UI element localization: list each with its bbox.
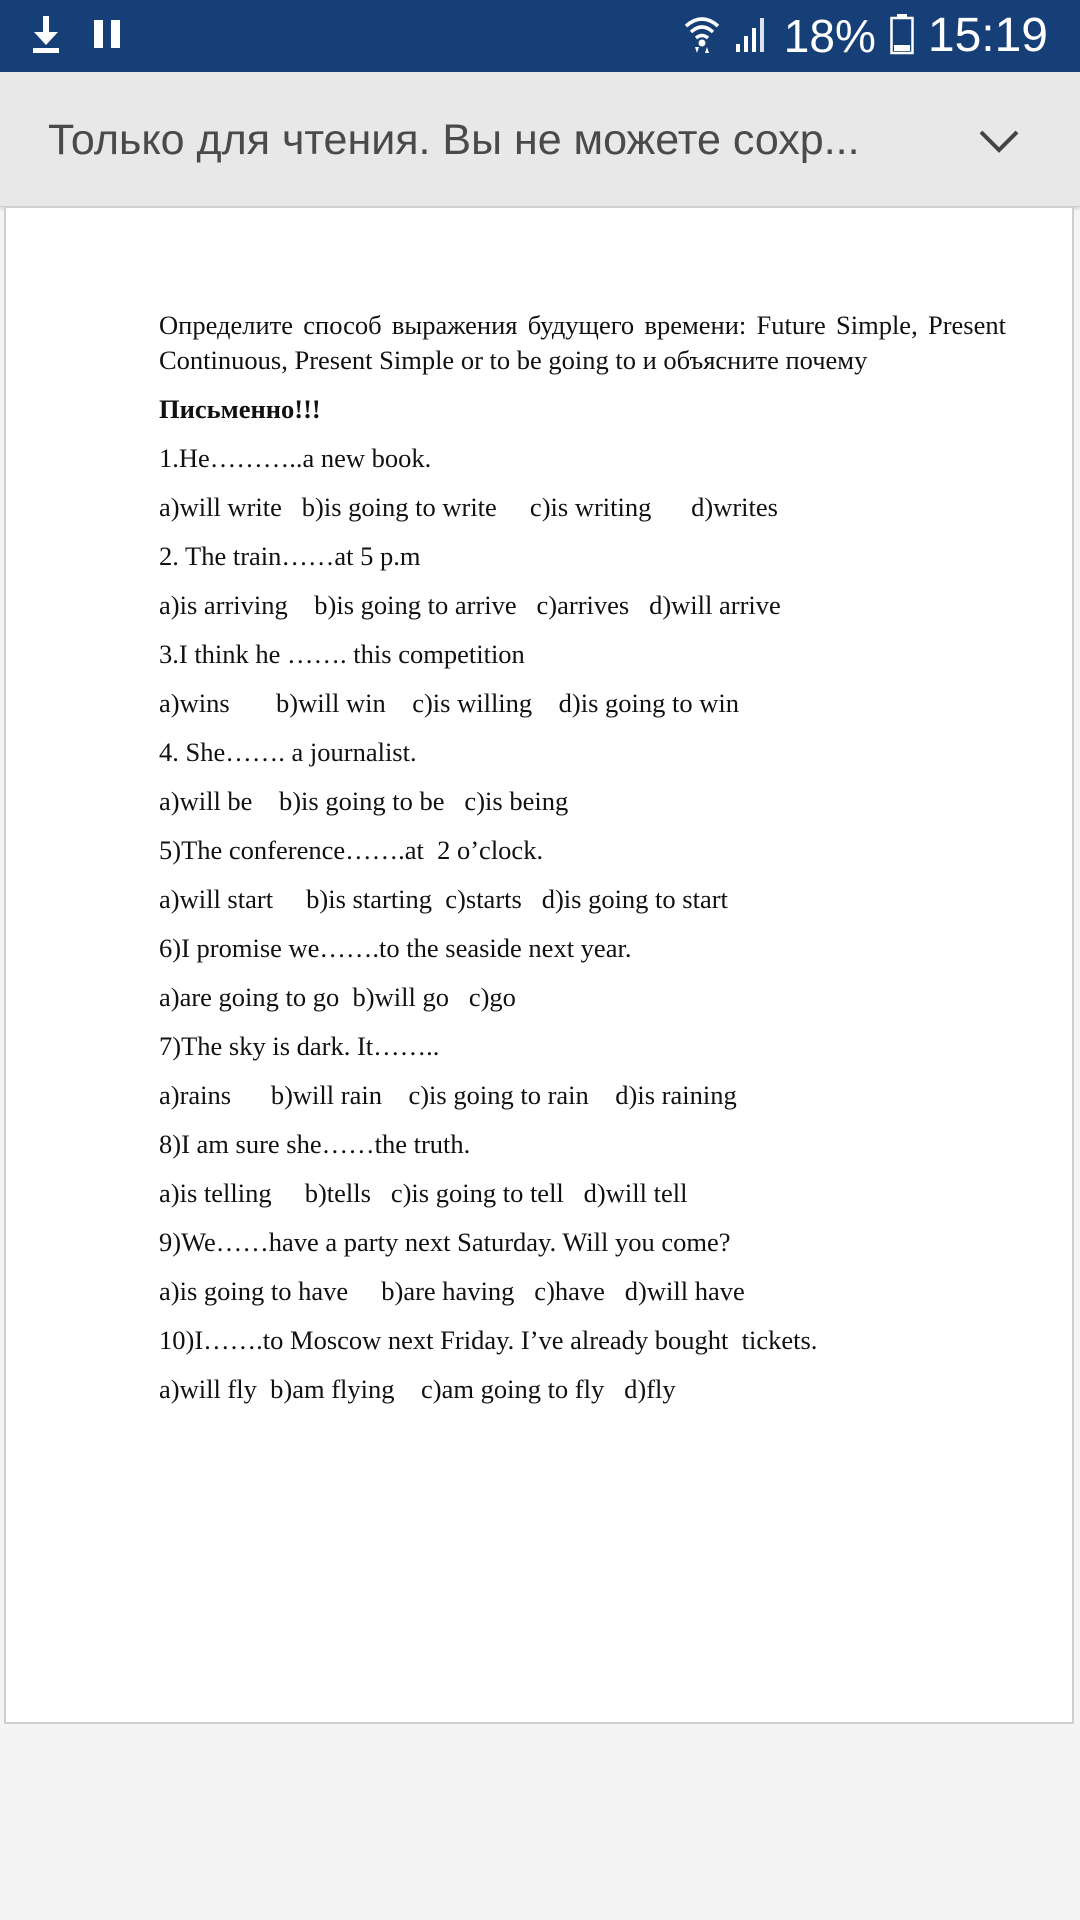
battery-icon <box>890 13 914 60</box>
task-heading: Письменно!!! <box>159 394 321 424</box>
exercise-question: 9)We……have a party next Saturday. Will you come? <box>159 1227 731 1257</box>
wifi-icon <box>684 14 720 59</box>
exercise-options: a)is arriving b)is going to arrive c)arrives d)will arrive <box>159 590 781 620</box>
pause-icon <box>92 19 122 54</box>
exercise-options: a)wins b)will win c)is willing d)is going to win <box>159 688 740 718</box>
exercise-options: a)is going to have b)are having c)have d)will have <box>159 1276 745 1306</box>
battery-percent: 18% <box>783 10 876 62</box>
exercise-options: a)will write b)is going to write c)is writing d)writes <box>159 492 778 522</box>
document-content <box>159 308 1006 1414</box>
exercise-question: 6)I promise we…….to the seaside next year. <box>159 933 632 963</box>
exercise-question: 1.He………..a new book. <box>159 443 432 473</box>
exercise-question: 7)The sky is dark. It…….. <box>159 1031 440 1061</box>
chevron-down-icon[interactable] <box>976 118 1022 164</box>
document-page[interactable] <box>4 206 1074 1724</box>
exercise-question: 4. She……. a journalist. <box>159 737 417 767</box>
exercise-question: 5)The conference…….at 2 o’clock. <box>159 835 544 865</box>
exercise-options: a)rains b)will rain c)is going to rain d)is raining <box>159 1080 737 1110</box>
exercise-list <box>159 434 1006 1414</box>
exercise-options: a)are going to go b)will go c)go <box>159 982 516 1012</box>
download-icon <box>30 14 62 59</box>
exercise-options: a)will start b)is starting c)starts d)is going to start <box>159 884 728 914</box>
exercise-question: 3.I think he ……. this competition <box>159 639 525 669</box>
exercise-question: 8)I am sure she……the truth. <box>159 1129 471 1159</box>
status-bar <box>0 0 1080 72</box>
banner-text: Только для чтения. Вы не можете сохр... <box>48 116 860 164</box>
exercise-options: a)will be b)is going to be c)is being <box>159 786 569 816</box>
exercise-options: a)is telling b)tells c)is going to tell d)will tell <box>159 1178 688 1208</box>
task-instruction: Определите способ выражения будущего времени: Future Simple, Present Continuous, Present Simple or to be going to и объясните почему <box>159 310 1006 375</box>
read-only-banner[interactable] <box>0 72 1080 207</box>
exercise-options: a)will fly b)am flying c)am going to fly d)fly <box>159 1374 676 1404</box>
signal-icon <box>734 14 770 59</box>
exercise-question: 2. The train……at 5 p.m <box>159 541 421 571</box>
clock: 15:19 <box>927 9 1048 62</box>
exercise-question: 10)I…….to Moscow next Friday. I’ve already bought tickets. <box>159 1325 818 1355</box>
